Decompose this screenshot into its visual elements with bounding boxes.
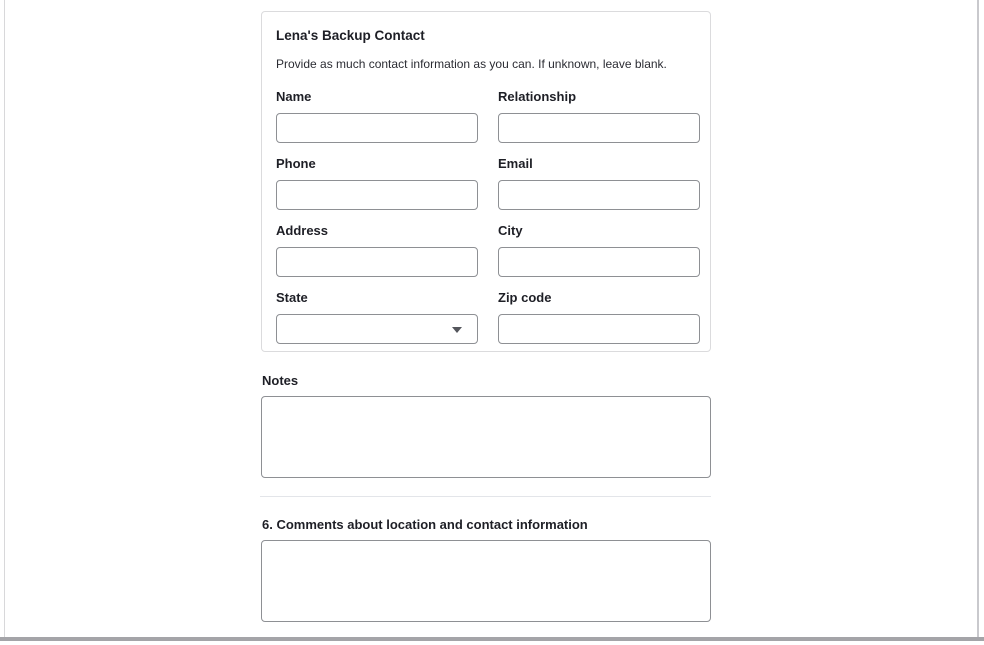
city-input[interactable] — [498, 247, 700, 277]
viewport-bottom-bar — [0, 637, 984, 641]
state-select[interactable] — [276, 314, 478, 344]
field-relationship — [498, 89, 700, 143]
field-city — [498, 223, 700, 277]
card-subtitle: Provide as much contact information as you can. If unknown, leave blank. — [276, 57, 667, 71]
field-phone — [276, 156, 478, 210]
name-label: Name — [276, 89, 312, 104]
email-input[interactable] — [498, 180, 700, 210]
state-label: State — [276, 290, 308, 305]
email-label: Email — [498, 156, 533, 171]
address-label: Address — [276, 223, 329, 238]
comments-label: 6. Comments about location and contact information — [262, 517, 588, 532]
field-address — [276, 223, 478, 277]
card-title: Lena's Backup Contact — [276, 28, 425, 43]
viewport-right-edge — [977, 0, 979, 640]
contact-field-grid — [276, 89, 698, 344]
name-input[interactable] — [276, 113, 478, 143]
field-name — [276, 89, 478, 143]
relationship-input[interactable] — [498, 113, 700, 143]
comments-textarea[interactable] — [261, 540, 711, 622]
field-email — [498, 156, 700, 210]
address-input[interactable] — [276, 247, 478, 277]
viewport-left-edge — [4, 0, 5, 640]
notes-label: Notes — [262, 373, 299, 388]
zipcode-input[interactable] — [498, 314, 700, 344]
phone-label: Phone — [276, 156, 316, 171]
city-label: City — [498, 223, 523, 238]
phone-input[interactable] — [276, 180, 478, 210]
zipcode-label: Zip code — [498, 290, 552, 305]
field-zipcode — [498, 290, 700, 344]
chevron-down-icon — [452, 327, 462, 333]
notes-textarea[interactable] — [261, 396, 711, 478]
section-divider — [260, 496, 711, 497]
backup-contact-card — [261, 11, 711, 352]
field-state — [276, 290, 478, 344]
relationship-label: Relationship — [498, 89, 577, 104]
